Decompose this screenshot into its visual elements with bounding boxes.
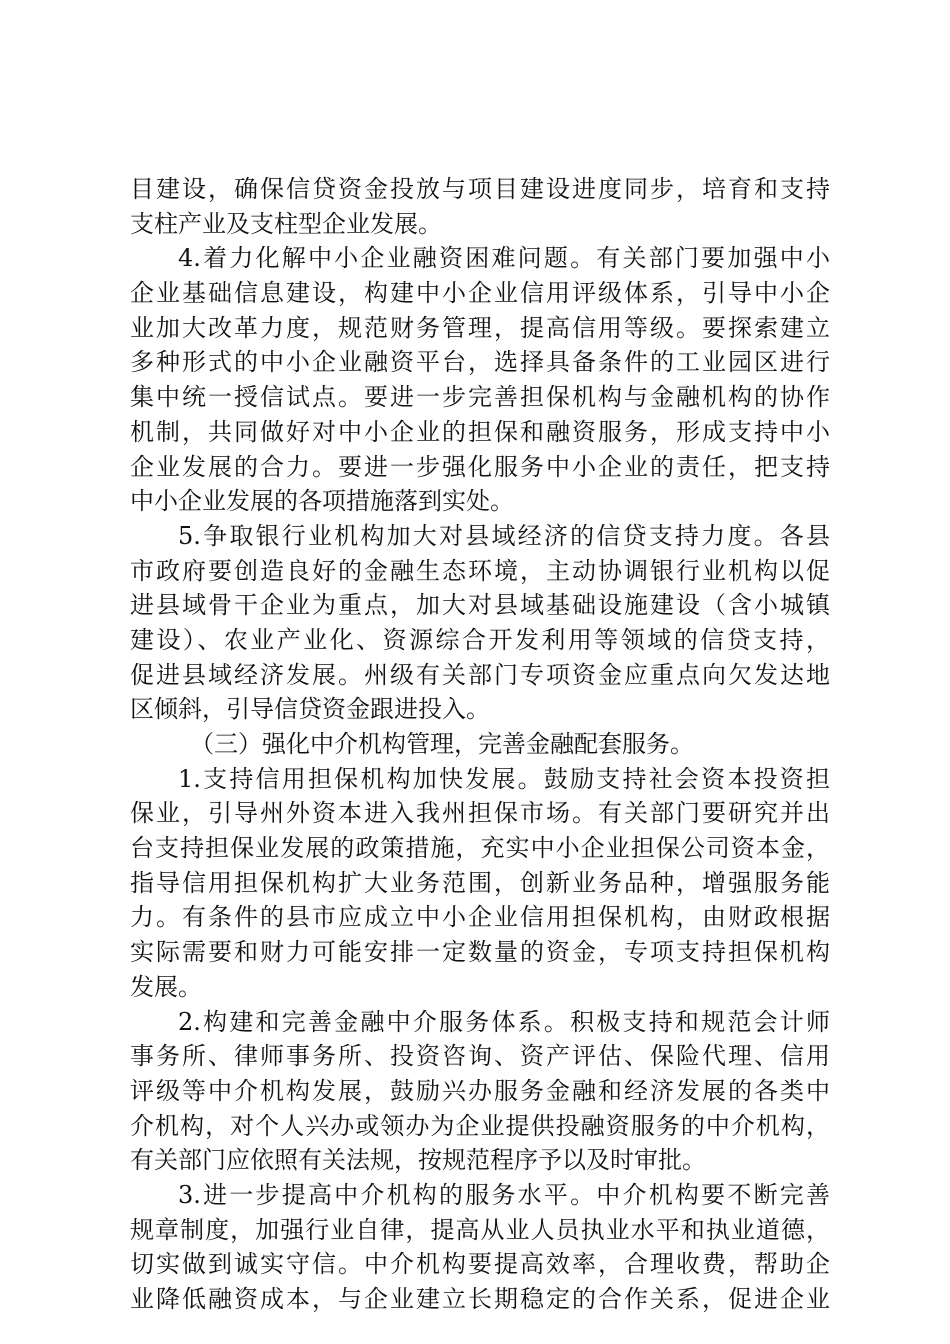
text-line: 力。有条件的县市应成立中小企业信用担保机构，由财政根据 [130, 903, 830, 932]
text-line: 机制，共同做好对中小企业的担保和融资服务，形成支持中小 [130, 417, 830, 446]
text-line: 业加大改革力度，规范财务管理，提高信用等级。要探索建立 [130, 313, 830, 342]
text-line: 规章制度，加强行业自律，提高从业人员执业水平和执业道德， [130, 1215, 830, 1244]
text-line: 促进县域经济发展。州级有关部门专项资金应重点向欠发达地 [130, 660, 830, 689]
text-line: 3.进一步提高中介机构的服务水平。中介机构要不断完善 [178, 1180, 830, 1209]
text-line: 业降低融资成本，与企业建立长期稳定的合作关系，促进企业 [130, 1285, 830, 1313]
text-line: 集中统一授信试点。要进一步完善担保机构与金融机构的协作 [130, 383, 830, 412]
text-line: 进县域骨干企业为重点，加大对县域基础设施建设（含小城镇 [130, 591, 830, 620]
text-line: 目建设，确保信贷资金投放与项目建设进度同步，培育和支持 [130, 175, 830, 203]
text-line: 切实做到诚实守信。中介机构要提高效率，合理收费，帮助企 [130, 1250, 830, 1279]
text-line: 区倾斜，引导信贷资金跟进投入。 [130, 695, 490, 724]
text-line: 事务所、律师事务所、投资咨询、资产评估、保险代理、信用 [130, 1042, 830, 1071]
text-line: 评级等中介机构发展，鼓励兴办服务金融和经济发展的各类中 [130, 1076, 830, 1105]
text-line: 保业，引导州外资本进入我州担保市场。有关部门要研究并出 [130, 799, 830, 828]
text-line: 支柱产业及支柱型企业发展。 [130, 209, 442, 238]
text-line: 4.着力化解中小企业融资困难问题。有关部门要加强中小 [178, 244, 830, 273]
text-line: 5.争取银行业机构加大对县域经济的信贷支持力度。各县 [178, 521, 830, 550]
text-line: 有关部门应依照有关法规，按规范程序予以及时审批。 [130, 1146, 706, 1175]
text-line: 建设）、农业产业化、资源综合开发利用等领域的信贷支持， [130, 625, 830, 654]
text-line: 多种形式的中小企业融资平台，选择具备条件的工业园区进行 [130, 348, 830, 377]
document-body [130, 172, 830, 1317]
text-line: 实际需要和财力可能安排一定数量的资金，专项支持担保机构 [130, 938, 830, 967]
text-line: 企业发展的合力。要进一步强化服务中小企业的责任，把支持 [130, 452, 830, 481]
text-line: 介机构，对个人兴办或领办为企业提供投融资服务的中介机构， [130, 1111, 830, 1140]
text-line: 1.支持信用担保机构加快发展。鼓励支持社会资本投资担 [178, 764, 830, 793]
text-line: 中小企业发展的各项措施落到实处。 [130, 487, 514, 516]
text-line: 发展。 [130, 972, 202, 1001]
text-line: 市政府要创造良好的金融生态环境，主动协调银行业机构以促 [130, 556, 830, 585]
section-heading: （三）强化中介机构管理，完善金融配套服务。 [190, 730, 694, 758]
text-line: 指导信用担保机构扩大业务范围，创新业务品种，增强服务能 [130, 868, 830, 897]
text-line: 台支持担保业发展的政策措施，充实中小企业担保公司资本金， [130, 834, 830, 863]
text-line: 2.构建和完善金融中介服务体系。积极支持和规范会计师 [178, 1007, 830, 1036]
text-line: 企业基础信息建设，构建中小企业信用评级体系，引导中小企 [130, 279, 830, 308]
